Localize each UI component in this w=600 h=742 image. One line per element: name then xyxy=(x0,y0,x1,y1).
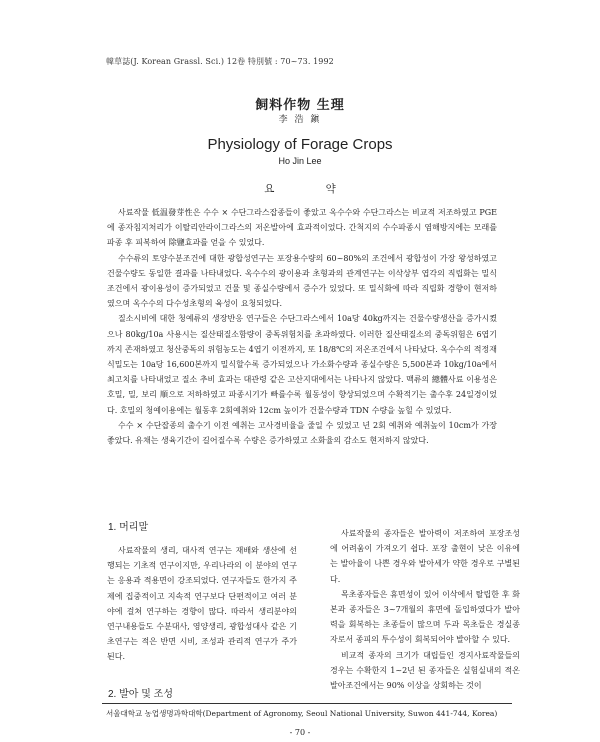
abstract-paragraph: 수수 × 수단잡종의 출수기 이전 예취는 고사경비율을 줄일 수 있었고 년 2회 예취와 예취높이 10cm가 가장 좋았다. 유채는 생육기간이 길어질수록 수량은 증가하였고 소화율의 감소도 현저하지 않았다. xyxy=(107,420,497,446)
body-paragraph: 목초종자들은 휴면성이 있어 이삭에서 탈립한 후 화본과 종자들은 3~7개월의 휴면에 돌입하였다가 발아력을 회복하는 초종들이 많으며 두과 목초들은 경실종자로서 종피의 투수성이 회복되어야 발아할 수 있다. xyxy=(330,589,520,645)
author-korean: 李 浩 鎭 xyxy=(278,115,322,125)
abstract-paragraph: 수수류의 토양수분조건에 대한 광합성연구는 포장용수량의 60~80%의 조건에서 광합성이 가장 왕성하였고 건물수량도 동일한 결과를 나타내었다. 옥수수의 광이용과 초형과의 관계연구는 이삭상부 엽각의 직립화는 밀식조건에서 광이용성이 증가되었고 건물 및 종실수량에서 증수가 있었다. 또 밀식화에 따라 직립화 경향이 현저하였으며 옥수수의 다수성초형의 육성이 요청되었다. xyxy=(107,253,497,309)
body-paragraph: 사료작물의 종자들은 발아력이 저조하여 포장조성에 어려움이 가져오기 쉽다. 포장 출현이 낮은 이유에는 발아율이 나쁜 경우와 발아세가 약한 경우로 구별된다. xyxy=(330,529,520,584)
abstract-paragraph: 사료작물 低温發芽性은 수수 × 수단그라스잡종들이 좋았고 옥수수와 수단그라스는 비교적 저조하였고 PGE에 종자침지처리가 이탈리안라이그라스의 저온발아에 효과적이었다. 간척지의 수수파종시 염해방지에는 모래를 파종 후 피복하여 除鹽효과를 얻을 수 있었다. xyxy=(107,208,497,248)
body-paragraph: 비교적 종자의 크기가 대립들인 경지사료작물들의 경우는 수확한지 1~2년 된 종자들은 실험실내의 적온 발아조건에서는 90% 이상을 상회하는 것이 xyxy=(330,650,520,691)
author-affiliation: 서울대학교 농업생명과학대학(Department of Agronomy, Seoul National University, Suwon 441-744, Korea) xyxy=(106,709,498,718)
left-column xyxy=(107,543,297,665)
body-paragraph: 사료작물의 생리, 대사적 연구는 재배와 생산에 선행되는 기초적 연구이지만, 우리나라의 이 분야의 연구는 응용과 적용면이 강조되었다. 연구자들도 한가지 주제에 집중적이고 지속적 연구보다 단편적이고 여러 분야에 걸쳐 연구하는 경향이 많다. 따라서 생리분야의 연구내용들도 수분대사, 영양생리, 광합성대사 같은 기초연구는 적은 반면 시비, 조성과 관리적 연구가 주가 된다. xyxy=(107,546,297,662)
right-column xyxy=(330,526,520,693)
section-heading-germination: 2. 발아 및 조성 xyxy=(108,689,173,700)
footnote-divider xyxy=(102,703,512,704)
abstract xyxy=(107,205,497,448)
journal-citation: 韓草誌(J. Korean Grassl. Sci.) 12卷 特別號 : 70~73. 1992 xyxy=(106,57,334,66)
title-english: Physiology of Forage Crops xyxy=(207,136,393,153)
title-korean: 飼料作物 生理 xyxy=(255,98,345,113)
author-english: Ho Jin Lee xyxy=(278,156,322,166)
abstract-heading: 요 약 xyxy=(264,183,360,195)
section-heading-introduction: 1. 머리말 xyxy=(108,522,149,533)
page-number: - 70 - xyxy=(289,728,311,737)
abstract-paragraph: 질소시비에 대한 청예류의 생장반응 연구들은 수단그라스에서 10a당 40kg까지는 건물수량생산을 증가시켰으나 80kg/10a 사용시는 질산태질소함량이 중독위험치를 초과하였다. 이러한 질산태질소의 중독위험은 6엽기까지 존재하였고 청산중독의 위험농도는 4엽기 이전까지, 또 18/8℃의 저온조건에서 나타났다. 옥수수의 적정재식밀도는 10a당 16,600본까지 밀식할수록 증가되었으나 가소화수량과 종실수량은 5,500본과 10kg/10a에서 최고치를 나타내었고 질소 추비 효과는 대관령 같은 고산지대에서는 나타나지 않았다. 맥류의 總體사료 이용성은 호밀, 밀, 보리 順으로 저하하였고 파종시기가 빠를수록 월동성이 향상되었으며 수확적기는 출수후 24일경이었다. 호밀의 청예이용에는 월동후 2회예취와 12cm 높이가 건물수량과 TDN 수량을 높힐 수 있었다. xyxy=(107,314,497,415)
